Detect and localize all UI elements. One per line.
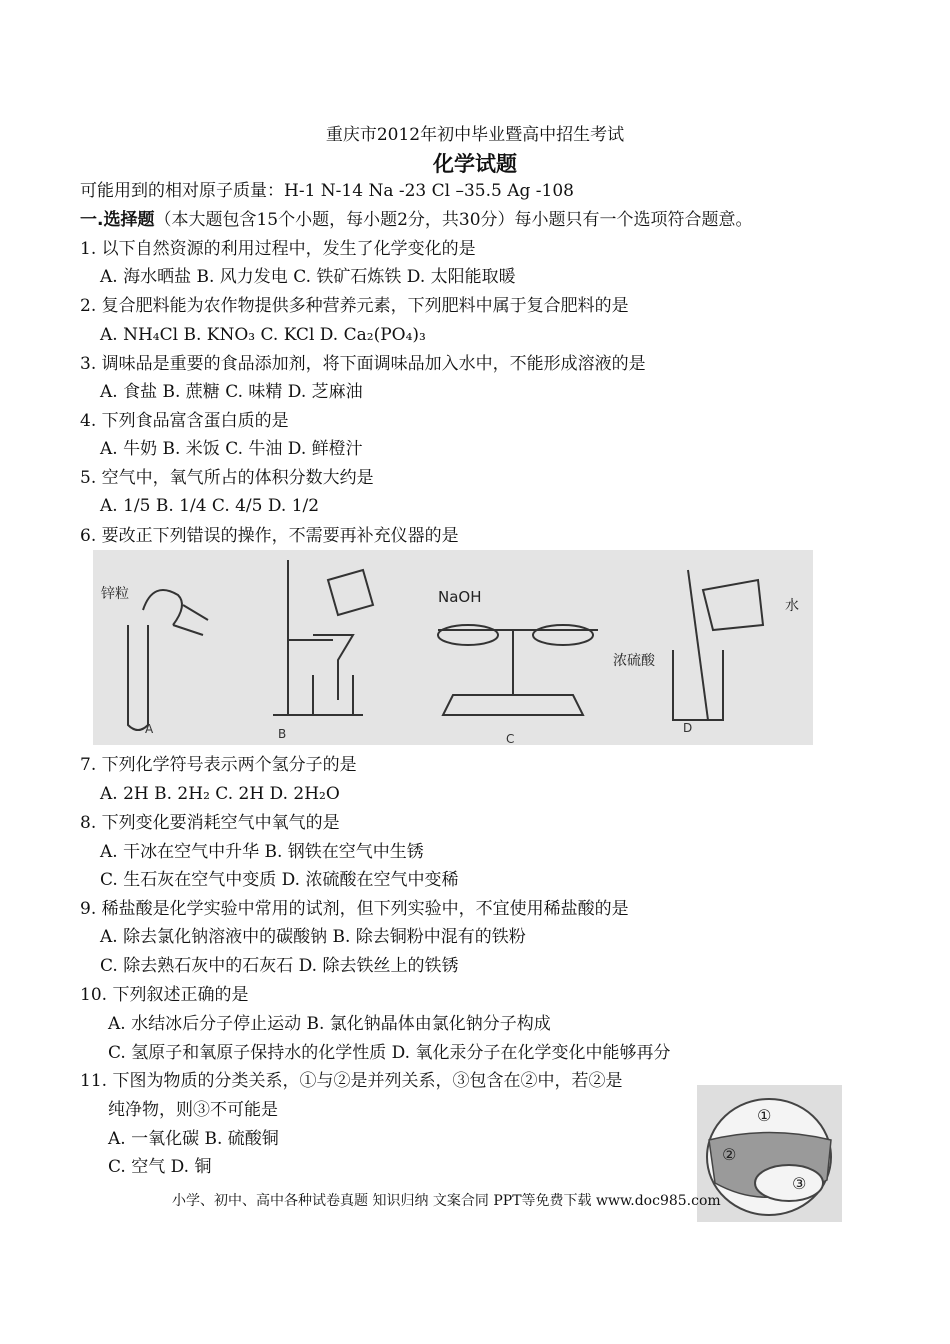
question-stem: 9. 稀盐酸是化学实验中常用的试剂，但下列实验中，不宜使用稀盐酸的是	[80, 899, 629, 919]
filter-stand-icon	[273, 560, 363, 715]
subject-title: 化学试题	[433, 152, 517, 176]
question-stem: 7. 下列化学符号表示两个氢分子的是	[80, 755, 357, 775]
panel-letter-b: B	[278, 727, 287, 741]
glass-rod-icon	[688, 570, 708, 720]
section-heading	[80, 208, 753, 232]
label-2: ②	[722, 1145, 737, 1164]
question-options: C. 氢原子和氧原子保持水的化学性质 D. 氧化汞分子在化学变化中能够再分	[108, 1043, 671, 1063]
question-options: C. 生石灰在空气中变质 D. 浓硫酸在空气中变稀	[100, 870, 459, 890]
question-options: A. 食盐 B. 蔗糖 C. 味精 D. 芝麻油	[100, 382, 363, 402]
question-options: A. 水结冰后分子停止运动 B. 氯化钠晶体由氯化钠分子构成	[108, 1014, 551, 1034]
balance-pan-right-icon	[533, 625, 593, 645]
water-label: 水	[785, 598, 799, 614]
question-stem: 10. 下列叙述正确的是	[80, 985, 249, 1005]
water-beaker-icon	[703, 580, 763, 630]
question-stem: 11. 下图为物质的分类关系，①与②是并列关系，③包含在②中，若②是	[80, 1071, 623, 1091]
question-options: A. 牛奶 B. 米饭 C. 牛油 D. 鲜橙汁	[100, 439, 363, 459]
atomic-masses: 可能用到的相对原子质量：H-1 N-14 Na -23 Cl –35.5 Ag -108	[80, 181, 574, 201]
beaker-icon	[313, 675, 353, 715]
section-title: 一.选择题	[80, 210, 155, 230]
naoh-label: NaOH	[438, 588, 482, 606]
question-stem: 2. 复合肥料能为农作物提供多种营养元素，下列肥料中属于复合肥料的是	[80, 296, 629, 316]
acid-label: 浓硫酸	[613, 653, 655, 669]
footer-text: 小学、初中、高中各种试卷真题 知识归纳 文案合同 PPT等免费下载 www.doc985.com	[172, 1193, 721, 1209]
question-options: A. 一氧化碳 B. 硫酸铜	[108, 1129, 279, 1149]
hand-icon	[143, 590, 208, 635]
balance-icon	[438, 630, 598, 715]
question-options: A. 除去氯化钠溶液中的碳酸钠 B. 除去铜粉中混有的铁粉	[100, 927, 526, 947]
balance-pan-left-icon	[438, 625, 498, 645]
region-3	[755, 1165, 823, 1201]
question-stem: 8. 下列变化要消耗空气中氧气的是	[80, 813, 340, 833]
lab-operations-figure	[93, 550, 813, 745]
test-tube-icon	[128, 625, 148, 730]
question-options: A. 干冰在空气中升华 B. 钢铁在空气中生锈	[100, 842, 424, 862]
question-stem: 1. 以下自然资源的利用过程中，发生了化学变化的是	[80, 239, 476, 259]
question-options: A. 1/5 B. 1/4 C. 4/5 D. 1/2	[100, 496, 320, 516]
question-stem: 6. 要改正下列错误的操作，不需要再补充仪器的是	[80, 526, 459, 546]
label-1: ①	[757, 1106, 772, 1125]
question-options: 纯净物，则③不可能是	[108, 1100, 278, 1120]
section-note: （本大题包含15个小题，每小题2分，共30分）每小题只有一个选项符合题意。	[154, 210, 753, 230]
panel-letter-a: A	[145, 722, 154, 736]
question-stem: 3. 调味品是重要的食品添加剂，将下面调味品加入水中，不能形成溶液的是	[80, 354, 646, 374]
question-options: C. 除去熟石灰中的石灰石 D. 除去铁丝上的铁锈	[100, 956, 459, 976]
question-options: A. NH₄Cl B. KNO₃ C. KCl D. Ca₂(PO₄)₃	[100, 325, 426, 345]
question-stem: 5. 空气中，氧气所占的体积分数大约是	[80, 468, 374, 488]
question-options: A. 海水晒盐 B. 风力发电 C. 铁矿石炼铁 D. 太阳能取暖	[100, 267, 516, 287]
question-options: C. 空气 D. 铜	[108, 1157, 212, 1177]
question-stem: 4. 下列食品富含蛋白质的是	[80, 411, 289, 431]
lab-operations-drawing	[93, 550, 813, 745]
pouring-beaker-icon	[328, 570, 373, 615]
zinc-label: 锌粒	[101, 586, 129, 602]
panel-letter-c: C	[506, 732, 515, 745]
label-3: ③	[792, 1174, 807, 1193]
question-options: A. 2H B. 2H₂ C. 2H D. 2H₂O	[100, 784, 340, 804]
acid-beaker-icon	[673, 650, 723, 720]
exam-title: 重庆市2012年初中毕业暨高中招生考试	[325, 125, 625, 145]
panel-letter-d: D	[683, 721, 693, 735]
